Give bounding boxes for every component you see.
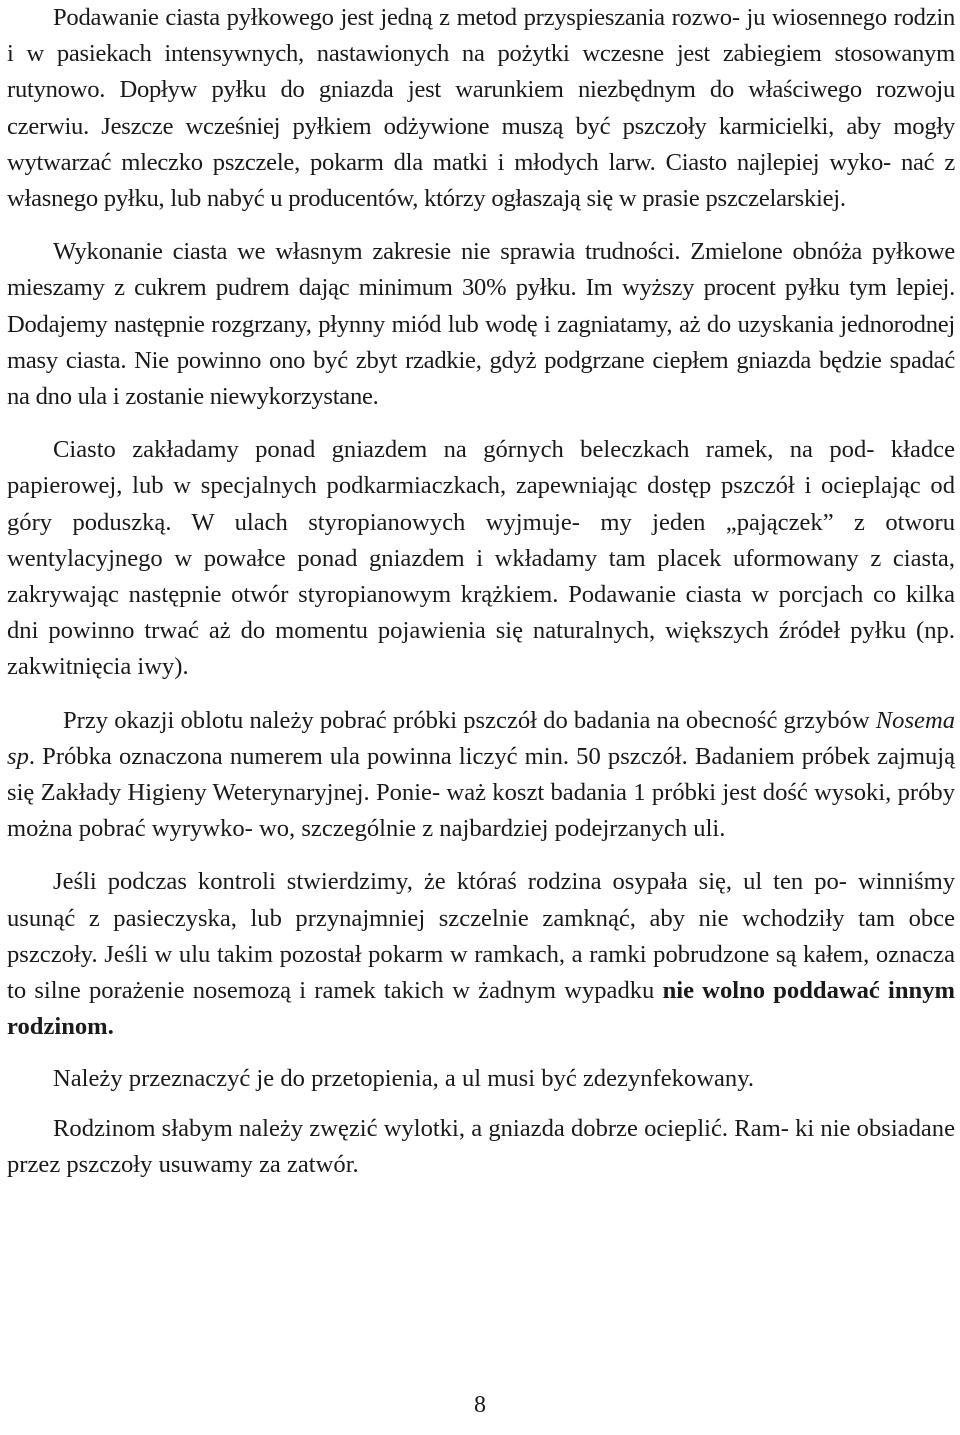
paragraph-1-text: Podawanie ciasta pyłkowego jest jedną z metod przyspieszania rozwo- ju wiosennego rodzin i w pasiekach intensywnych, nastawionych na pożytki wczesne jest zabiegiem stosowanym rutynowo. Dopływ pyłku do gniazda jest warunkiem niezbędnym do właściwego rozwoju czerwiu. Jeszcze wcześniej pyłkiem odżywione muszą być pszczoły karmicielki, aby mogły wytwarzać mleczko pszczele, pokarm dla matki i młodych larw. Ciasto najlepiej wyko- nać z własnego pyłku, lub nabyć u producentów, którzy ogłaszają się w prasie pszczelarskiej. — [7, 4, 955, 213]
paragraph-6-text: Należy przeznaczyć je do przetopienia, a ul musi być zdezynfekowany. — [53, 1065, 755, 1093]
paragraph-pollen-cake-intro — [7, 0, 955, 217]
paragraph-placing-cake — [7, 432, 955, 685]
page-number: 8 — [474, 1392, 486, 1418]
paragraph-weak-colonies — [7, 1111, 955, 1183]
paragraph-dead-colony — [7, 864, 955, 1045]
paragraph-2-text: Wykonanie ciasta we własnym zakresie nie sprawia trudności. Zmielone obnóża pyłkowe mieszamy z cukrem pudrem dając minimum 30% pyłku. Im wyższy procent pyłku tym lepiej. Dodajemy następnie rozgrzany, płynny miód lub wodę i zagniatamy, aż do uzyskania jednorodnej masy ciasta. Nie powinno ono być zbyt rzadkie, gdyż podgrzane ciepłem gniazda będzie spadać na dno ula i zostanie niewykorzystane. — [7, 238, 955, 411]
paragraph-5-bold-warning: nie wolno poddawać innym rodzinom. — [7, 977, 955, 1041]
paragraph-4-text-a: Przy okazji oblotu należy pobrać próbki pszczół do badania na obecność grzybów — [63, 706, 876, 734]
paragraph-disinfection — [7, 1061, 955, 1097]
paragraph-5-text: Jeśli podczas kontroli stwierdzimy, że któraś rodzina osypała się, ul ten po- winniśmy usunąć z pasieczyska, lub przynajmniej szczelnie zamknąć, aby nie wchodziły tam obce pszczoły. Jeśli w ulu takim pozostał pokarm w ramkach, a ramki pobrudzone są kałem, oznacza to silne porażenie nosemozą i ramek takich w żadnym wypadku — [7, 868, 955, 1005]
paragraph-nosema-sampling — [7, 703, 955, 848]
paragraph-3-text: Ciasto zakładamy ponad gniazdem na górnych beleczkach ramek, na pod- kładce papierowej, lub w specjalnych podkarmiaczkach, zapewniając dostęp pszczół i ocieplając od góry poduszką. W ulach styropianowych wyjmuje- my jeden „pajączek” z otworu wentylacyjnego w powałce ponad gniazdem i wkładamy tam placek uformowany z ciasta, zakrywając następnie otwór styropianowym krążkiem. Podawanie ciasta w porcjach co kilka dni powinno trwać aż do momentu pojawienia się naturalnych, większych źródeł pyłku (np. zakwitnięcia iwy). — [7, 436, 955, 681]
paragraph-4-italic-species: Nosema sp — [7, 706, 955, 770]
paragraph-7-text: Rodzinom słabym należy zwęzić wylotki, a gniazda dobrze ocieplić. Ram- ki nie obsiadane przez pszczoły usuwamy za zatwór. — [7, 1114, 955, 1178]
paragraph-making-cake — [7, 234, 955, 415]
document-page — [7, 0, 955, 1183]
paragraph-4-text-b: . Próbka oznaczona numerem ula powinna liczyć min. 50 pszczół. Badaniem próbek zajmują się Zakłady Higieny Weterynaryjnej. Ponie- waż koszt badania 1 próbki jest dość wysoki, próby można pobrać wyrywko- wo, szczególnie z najbardziej podejrzanych uli. — [7, 742, 955, 843]
